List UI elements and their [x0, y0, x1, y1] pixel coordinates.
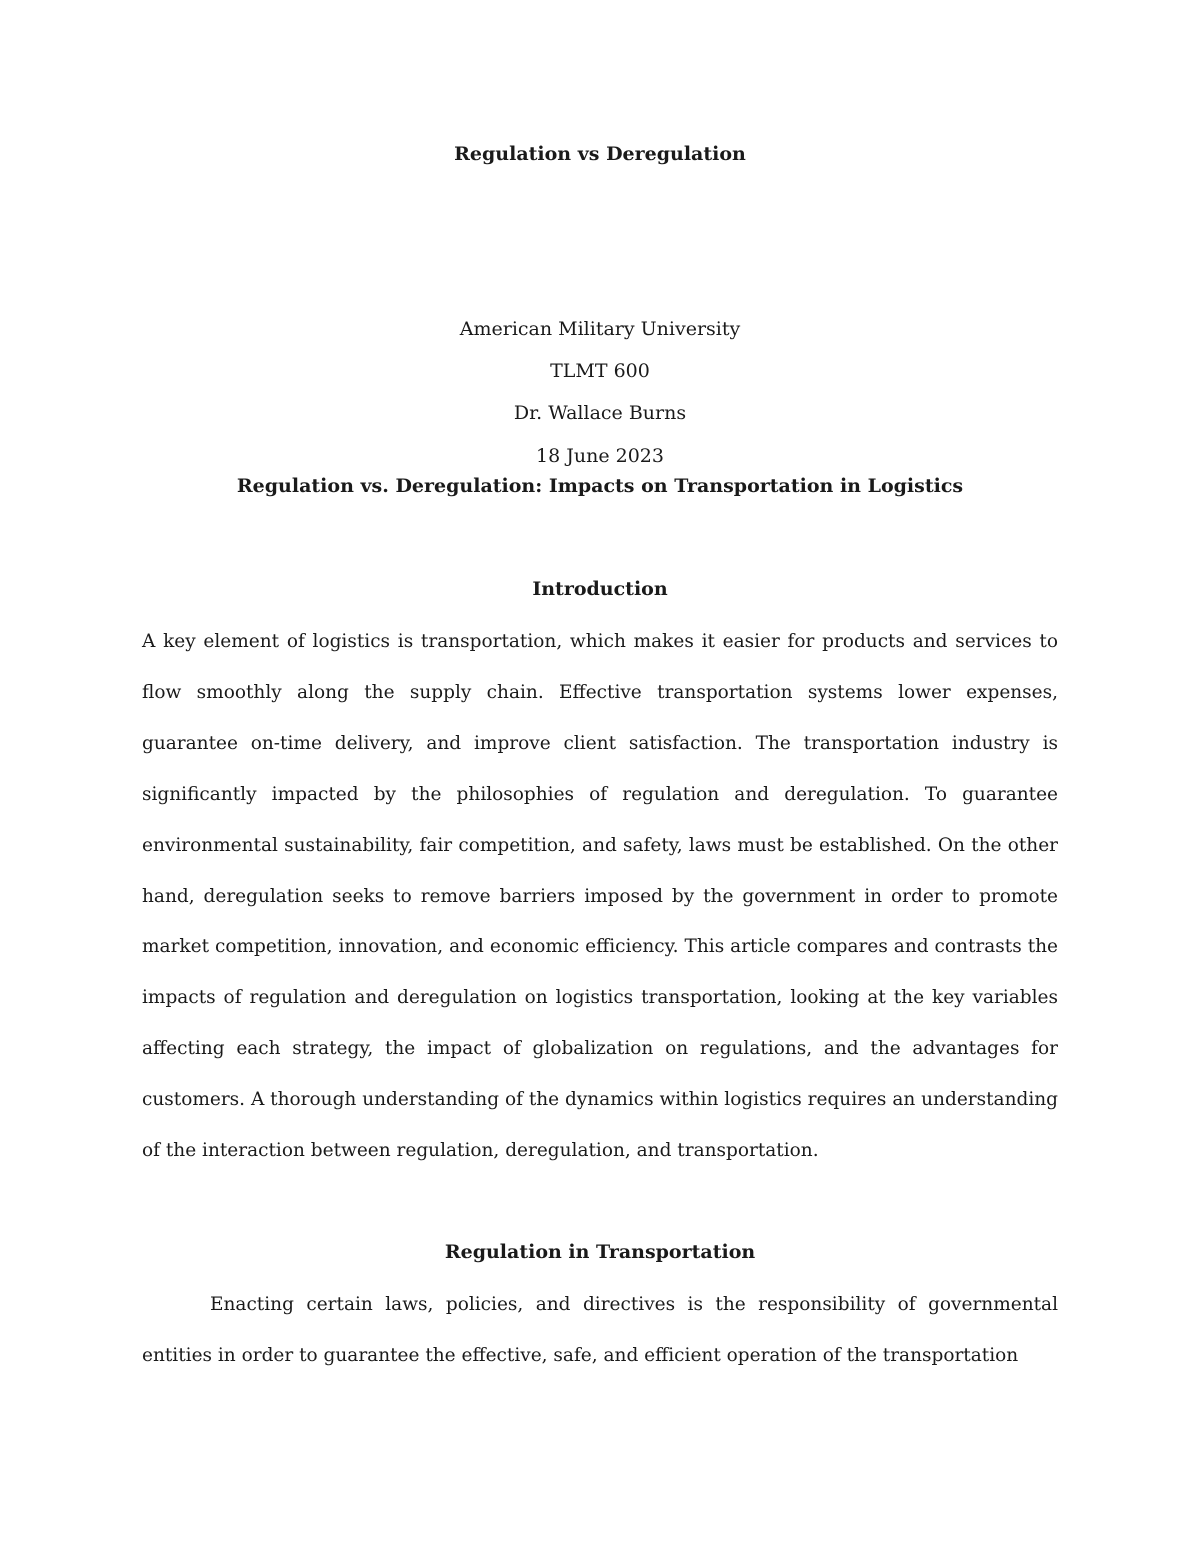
- section-heading-introduction: Introduction: [532, 578, 668, 600]
- paragraph-regulation: Enacting certain laws, policies, and directives is the responsibility of governmental entities in order to guarantee the effective, safe, and efficient operation of the transportation: [142, 1294, 1058, 1366]
- instructor-line: Dr. Wallace Burns: [513, 402, 687, 424]
- section-heading-regulation: Regulation in Transportation: [444, 1241, 756, 1263]
- cover-title: Regulation vs Deregulation: [454, 143, 746, 165]
- course-line: TLMT 600: [550, 360, 650, 382]
- main-title: Regulation vs. Deregulation: Impacts on Transportation in Logistics: [236, 475, 964, 497]
- paragraph-introduction: A key element of logistics is transportation, which makes it easier for products and services to flow smoothly along the supply chain. Effective transportation systems lower expenses, guarantee on-time delivery, and improve client satisfaction. The transportation industry is significantly impacted by the philosophies of regulation and deregulation. To guarantee environmental sustainability, fair competition, and safety, laws must be established. On the other hand, deregulation seeks to remove barriers imposed by the government in order to promote market competition, innovation, and economic efficiency. This article compares and contrasts the impacts of regulation and deregulation on logistics transportation, looking at the key variables affecting each strategy, the impact of globalization on regulations, and the advantages for customers. A thorough understanding of the dynamics within logistics requires an understanding of the interaction between regulation, deregulation, and transportation.: [142, 631, 1058, 1162]
- date-line: 18 June 2023: [536, 445, 664, 467]
- institution-line: American Military University: [459, 318, 741, 340]
